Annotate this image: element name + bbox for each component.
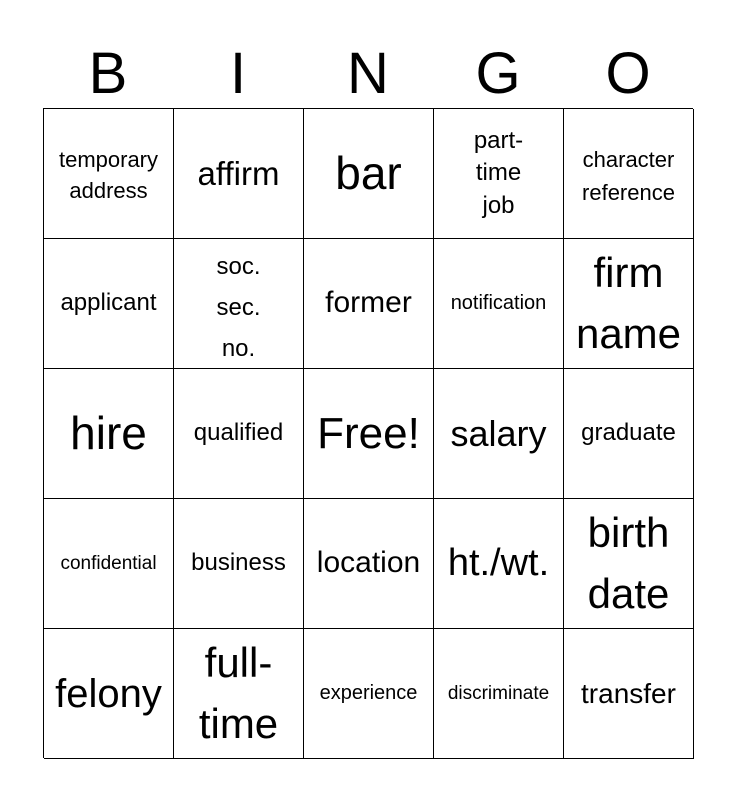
header-letter-i: I xyxy=(229,41,247,106)
header-letter-n: N xyxy=(347,41,389,106)
cell-text: character reference xyxy=(582,146,675,205)
bingo-cell xyxy=(434,239,564,369)
cell-text: soc. sec. no. xyxy=(216,253,261,362)
cell-text: Free! xyxy=(317,408,420,458)
cell-text: birth date xyxy=(587,508,670,617)
bingo-cell xyxy=(434,109,564,239)
cell-text: firm name xyxy=(575,248,682,357)
cell-text: full-time xyxy=(198,638,279,747)
cell-text: business xyxy=(191,549,286,577)
header-letter-o: O xyxy=(605,41,651,106)
cell-text: transfer xyxy=(581,677,676,709)
bingo-cell xyxy=(304,369,434,499)
bingo-cell xyxy=(564,109,694,239)
bingo-cell xyxy=(174,109,304,239)
cell-text: applicant xyxy=(60,289,157,317)
bingo-cell xyxy=(44,629,174,759)
bingo-cell xyxy=(434,369,564,499)
bingo-cell xyxy=(44,109,174,239)
cell-text: hire xyxy=(70,406,147,459)
bingo-header xyxy=(43,40,693,108)
cell-text: affirm xyxy=(197,154,280,192)
bingo-cell xyxy=(44,369,174,499)
bingo-cell xyxy=(44,239,174,369)
header-letter-g: G xyxy=(475,41,521,106)
bingo-cell xyxy=(434,629,564,759)
bingo-cell xyxy=(304,499,434,629)
bingo-cell xyxy=(304,109,434,239)
bingo-cell xyxy=(174,369,304,499)
bingo-cell xyxy=(174,239,304,369)
bingo-cell xyxy=(564,369,694,499)
cell-text: ht./wt. xyxy=(447,541,550,584)
bingo-cell xyxy=(174,499,304,629)
cell-text: qualified xyxy=(193,419,284,447)
cell-text: location xyxy=(316,546,421,580)
bingo-cell xyxy=(174,629,304,759)
cell-text: salary xyxy=(450,412,547,454)
bingo-cell xyxy=(564,499,694,629)
cell-text: experience xyxy=(319,682,418,704)
cell-text: bar xyxy=(335,146,402,199)
bingo-cell xyxy=(564,239,694,369)
bingo-cell xyxy=(44,499,174,629)
cell-text: discriminate xyxy=(447,682,550,704)
cell-text: notification xyxy=(450,292,547,314)
bingo-cell xyxy=(564,629,694,759)
bingo-card-grid xyxy=(43,108,693,758)
header-letter-b: B xyxy=(88,41,128,106)
cell-text: part-time job xyxy=(473,126,524,219)
cell-text: confidential xyxy=(60,552,157,574)
cell-text: former xyxy=(325,286,412,320)
cell-text: felony xyxy=(55,671,162,716)
cell-text: graduate xyxy=(581,419,676,447)
bingo-cell xyxy=(434,499,564,629)
bingo-cell xyxy=(304,239,434,369)
bingo-cell xyxy=(304,629,434,759)
cell-text: temporary address xyxy=(58,146,159,203)
